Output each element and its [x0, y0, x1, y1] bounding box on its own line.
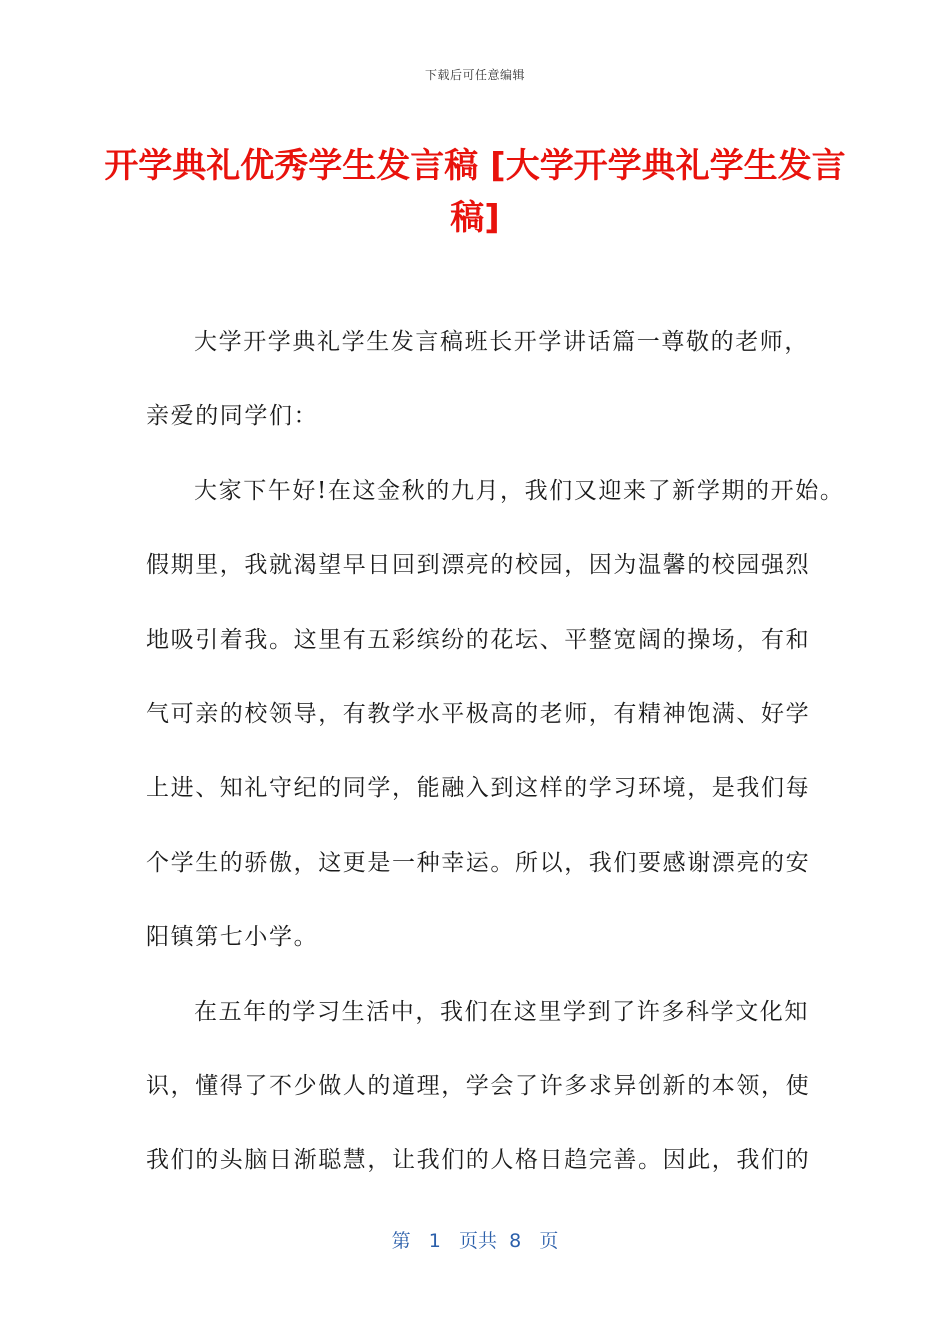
current-page-number: 1: [428, 1230, 441, 1252]
paragraph-line: 亲爱的同学们：: [146, 403, 319, 430]
footer-label-page: 第: [391, 1230, 411, 1252]
paragraph-line: 识，懂得了不少做人的道理，学会了许多求异创新的本领，使: [146, 1072, 811, 1099]
paragraph-line: 我们的头脑日渐聪慧，让我们的人格日趋完善。因此，我们的: [146, 1147, 811, 1174]
page-title: 开学典礼优秀学生发言稿 [大学开学典礼学生发言稿]: [104, 146, 846, 238]
paragraph-line: 大学开学典礼学生发言稿班长开学讲话篇一尊敬的老师，: [194, 329, 809, 355]
paragraph-line: 上进、知礼守纪的同学，能融入到这样的学习环境，是我们每: [146, 775, 811, 802]
paragraph-line: 气可亲的校领导，有教学水平极高的老师，有精神饱满、好学: [146, 700, 811, 727]
footer-label-page-end: 页: [539, 1230, 559, 1252]
paragraph-line: 地吸引着我。这里有五彩缤纷的花坛、平整宽阔的操场，有和: [146, 626, 811, 653]
footer-label-total: 页共: [459, 1230, 498, 1252]
document-body: [146, 312, 845, 1205]
paragraph-line: 在五年的学习生活中，我们在这里学到了许多科学文化知: [194, 998, 809, 1025]
paragraph-line: 阳镇第七小学。: [146, 924, 319, 951]
header-note: 下载后可任意编辑: [424, 68, 525, 82]
paragraph-line: 个学生的骄傲，这更是一种幸运。所以，我们要感谢漂亮的安: [146, 849, 811, 876]
total-pages-number: 8: [509, 1230, 522, 1252]
paragraph-line: 大家下午好!在这金秋的九月，我们又迎来了新学期的开始。: [194, 477, 845, 504]
page-footer: [0, 1226, 950, 1253]
paragraph-line: 假期里，我就渴望早日回到漂亮的校园，因为温馨的校园强烈: [146, 552, 811, 579]
